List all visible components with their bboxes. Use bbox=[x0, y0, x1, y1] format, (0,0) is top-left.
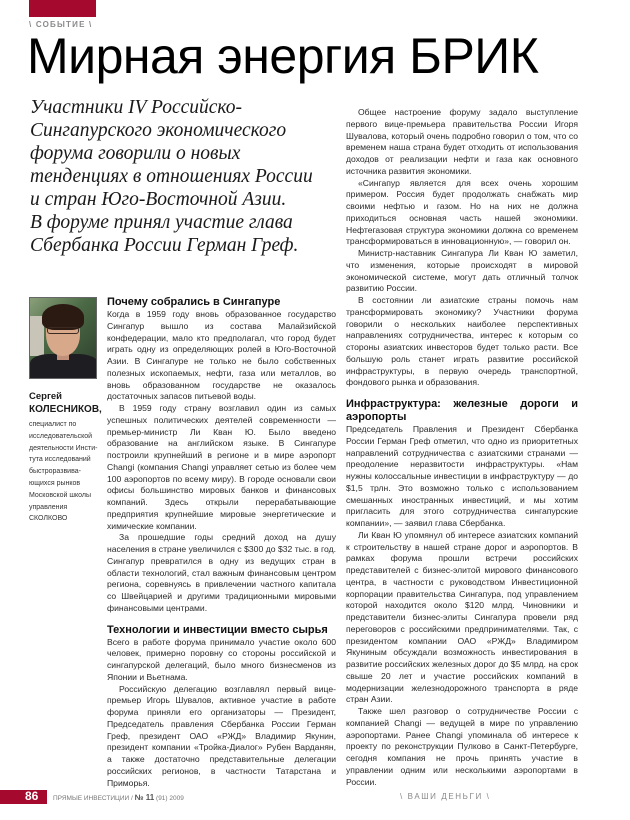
paragraph: Председатель Правления и Президент Сбербанка России Герман Греф отметил, что одно из приоритетных направлений сотрудничества с азиатскими странами — преодоление неразвитости инфраструктуры. «Нам нужны колоссальные инвестиции в инфраструктуру — до $1,5 трлн. Это возможно только с использованием смешанных иностранных инвестиций, и мы хотим пригласить для этого сотрудничества сингапурские компании», — заявил глава Сбербанка. bbox=[346, 424, 578, 528]
publication-name: ПРЯМЫЕ ИНВЕСТИЦИИ / bbox=[53, 795, 135, 802]
lead-line: В форуме принял участие глава bbox=[30, 212, 293, 233]
bio-line: ющихся рынков bbox=[29, 479, 81, 487]
section-color-tab bbox=[29, 0, 96, 17]
author-bio bbox=[29, 419, 109, 525]
footer-page-bar bbox=[0, 790, 47, 804]
page-number: 86 bbox=[25, 789, 39, 803]
bio-line: СКОЛКОВО bbox=[29, 515, 68, 523]
section-heading: Почему собрались в Сингапуре bbox=[107, 296, 281, 308]
paragraph: Всего в работе форума принимало участие около 600 человек, примерно поровну со стороны российской и сингапурской делегаций, было много бизнесменов из Японии и Вьетнама. bbox=[107, 636, 336, 682]
paragraph: «Сингапур является для всех очень хорошим примером. Россия будет продолжать снабжать мир своими нефтью и газом. Но на них не должна приходиться основная часть нашей экономики. Нефтегазовая структура экономики должна со временем трансформироваться в инновационную», — говорил он. bbox=[346, 177, 578, 247]
section-heading: Технологии и инвестиции вместо сырья bbox=[107, 623, 328, 636]
footer-section-label: \ ВАШИ ДЕНЬГИ \ bbox=[400, 792, 491, 801]
author-caption bbox=[29, 390, 109, 525]
section-heading: Инфраструктура: железные дороги и аэропорты bbox=[346, 398, 578, 423]
bio-line: тута исследований bbox=[29, 456, 91, 464]
paragraph: Также шел разговор о сотрудничестве России с компанией Changi — ведущей в мире по управлению аэропортами. Ранее Changi упоминала об интересе к проекту по реконструкции Пулково в Санкт-Петербурге, сегодня компания не прочь принять участие в управлении одним или несколькими аэропортами в России. bbox=[346, 706, 578, 787]
bio-line: исследовательской bbox=[29, 432, 93, 440]
article-column-middle bbox=[107, 296, 336, 789]
bio-line: быстроразвива- bbox=[29, 468, 81, 476]
rubric-label: \ СОБЫТИЕ \ bbox=[29, 20, 93, 29]
paragraph: Общее настроение форуму задало выступление первого вице-премьера правительства России Игоря Шувалова, который очень подробно говорил о том, что со временем наша страна будет отходить от использования доходов от реализации нефти и газа как основного источника развития экономики. bbox=[346, 107, 578, 176]
lead-paragraph bbox=[30, 96, 330, 257]
article-column-right bbox=[346, 107, 578, 788]
lead-line: тенденциях в отношениях России bbox=[30, 166, 313, 187]
lead-line: Участники IV Российско- bbox=[30, 97, 243, 118]
page-title: Мирная энергия БРИК bbox=[27, 28, 539, 84]
author-first-name: Сергей bbox=[29, 391, 63, 402]
bio-line: специалист по bbox=[29, 421, 77, 428]
paragraph: Министр-наставник Сингапура Ли Кван Ю заметил, что изменения, которые происходят в мировой экономической системе, могут дать отличный толчок развитию России. bbox=[346, 248, 578, 294]
issue-year: (91) 2009 bbox=[154, 795, 184, 802]
publication-info bbox=[53, 793, 184, 802]
glasses-shape bbox=[47, 327, 79, 334]
issue-number: № 11 bbox=[134, 793, 155, 802]
paragraph: Российскую делегацию возглавлял первый вице-премьер Игорь Шувалов, активное участие в работе форума приняли его организаторы — Президент, Председатель правления Сбербанка России Герман Греф, президент ОАО «РЖД» Владимир Якунин, президент компании «Тройка-Диалог» Рубен Варданян, а также достаточно представительные делегации российских регионов, в частности Татарстана и Приморья. bbox=[107, 683, 336, 788]
paragraph: Когда в 1959 году вновь образованное государство Сингапур вышло из состава Малайзийской конфедерации, мало кто предполагал, что город будет играть одну из определяющих ролей в Юго-Восточной Азии. В Сингапуре не только не было собственных полезных ископаемых, нефти, газа или металлов, во вновь образованном государстве не оказалось достаточных запасов питьевой воды. bbox=[107, 309, 336, 402]
lead-line: Сбербанка России Герман Греф. bbox=[30, 235, 299, 256]
author-photo bbox=[29, 297, 97, 379]
lead-line: Сингапурского экономического bbox=[30, 120, 287, 141]
bio-line: деятельности Инсти- bbox=[29, 444, 98, 452]
bio-line: Московской школы bbox=[29, 491, 91, 499]
paragraph: В состоянии ли азиатские страны помочь нам трансформировать экономику? Участники форума говорили о нескольких наиболее перспективных направлениях сотрудничества, интерес к которым со стороны азиатских инвесторов будет только расти. Все большую роль станет играть развитие российской инфраструктуры, в первую очередь транспортной, фондового рынка и образования. bbox=[346, 295, 578, 388]
bio-line: управления bbox=[29, 503, 68, 511]
paragraph: Ли Кван Ю упомянул об интересе азиатских компаний к строительству в нашей стране дорог и аэропортов. В рамках форума прошли встречи российских представителей с бизнес-элитой мирового финансового центра, в частности с руководством Инвестиционной корпорации правительства Сингапура, под управлением которой находится около $120 млрд. Чиновники и представители бизнес-элиты Сингапура провели ряд переговоров с российскими предпринимателями. Так, с президентом компании ОАО «РЖД» Владимиром Якуниным обсуждали возможность инвестирования в развитие российских железных дорог до $5 млрд. на срок свыше 20 лет и участие российских компаний в модернизации железнодорожного транспорта в ряде стран Азии. bbox=[346, 529, 578, 705]
lead-line: и стран Юго-Восточной Азии. bbox=[30, 189, 287, 210]
paragraph: За прошедшие годы средний доход на душу населения в стране увеличился с $300 до $32 тыс. в год. Сингапур превратился в одну из ведущих стран в области технологий, стал важным финансовым центром региона, соревнуясь в привлечении частного капитала со Швейцарией и другими традиционными мировыми финансовыми центрами. bbox=[107, 532, 336, 613]
paragraph: В 1959 году страну возглавил один из самых успешных политических деятелей современности — премьер-министр Ли Кван Ю. Было введено образование на английском языке. В Сингапуре построили крупнейший в регионе и в мире аэропорт Changi (компания Changi управляет сетью из более чем 100 аэропортов по всему миру). В городе основали свои офисы большинство мировых банков и финансовых компаний. Здесь открыли перерабатывающие предприятия крупнейшие мировые энергетические и химические компании. bbox=[107, 403, 336, 531]
lead-line: форума говорили о новых bbox=[30, 143, 241, 164]
author-last-name: КОЛЕСНИКОВ, bbox=[29, 404, 102, 415]
